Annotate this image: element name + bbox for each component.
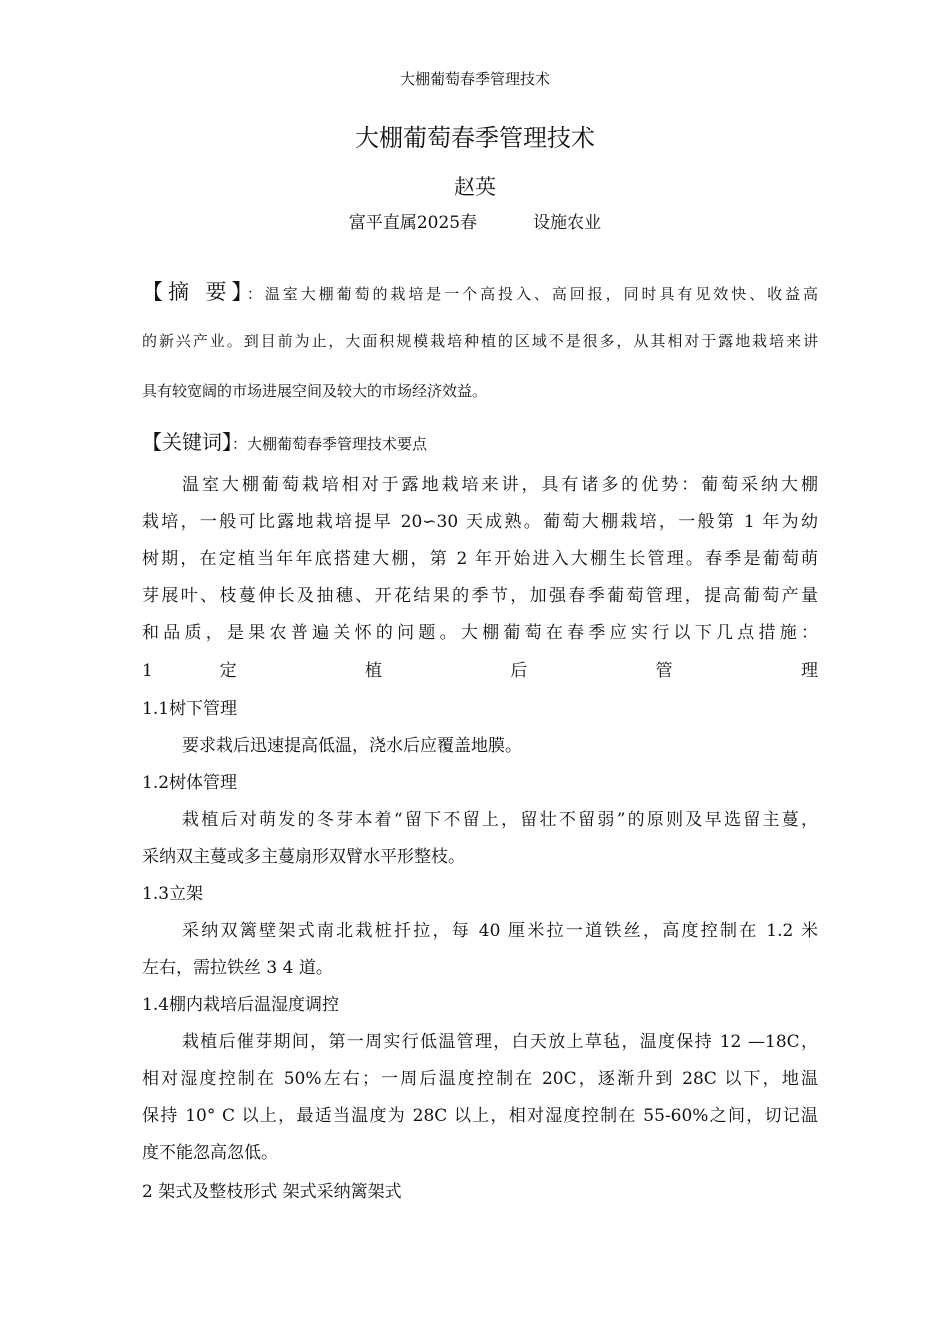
subsection-1-4-text-1: 栽植后催芽期间，第一周实行低温管理，白天放上草毡，温度保持 12 —18C，	[182, 1032, 818, 1052]
section-1-heading: 1 定 植 后 管 理	[142, 661, 818, 681]
intro-line-2: 栽培，一般可比露地栽培提早 20∽30 天成熟。葡萄大棚栽培，一般第 1 年为幼	[142, 512, 818, 532]
abstract-text-1: ：温室大棚葡萄的栽培是一个高投入、高回报，同时具有见效快、收益高	[246, 285, 818, 303]
subsection-1-1-text: 要求栽后迅速提高低温，浇水后应覆盖地膜。	[182, 736, 522, 756]
intro-line-4: 芽展叶、枝蔓伸长及抽穗、开花结果的季节，加强春季葡萄管理，提高葡萄产量	[142, 586, 818, 606]
subsection-1-2-text-1: 栽植后对萌发的冬芽本着“留下不留上，留壮不留弱”的原则及早选留主蔓，	[182, 810, 818, 830]
subsection-1-3-text-2: 左右，需拉铁丝 3 4 道。	[142, 958, 333, 978]
subsection-1-4-text-4: 度不能忽高忽低。	[142, 1143, 278, 1163]
intro-line-3: 树期，在定植当年年底搭建大棚，第 2 年开始进入大棚生长管理。春季是葡萄萌	[142, 549, 818, 569]
subsection-1-4-text-2: 相对湿度控制在 50%左右；一周后温度控制在 20C，逐渐升到 28C 以下，地温	[142, 1069, 818, 1089]
abstract-line-1	[142, 276, 818, 306]
keywords-text: ：大棚葡萄春季管理技术要点	[232, 435, 428, 453]
affiliation	[0, 208, 950, 233]
document-title: 大棚葡萄春季管理技术	[355, 124, 595, 152]
affiliation-unit: 富平直属2025春	[348, 213, 478, 233]
running-header: 大棚葡萄春季管理技术	[399, 70, 550, 88]
abstract-tag: 【摘 要】	[142, 280, 247, 304]
subsection-1-3-text-1: 采纳双篱壁架式南北栽桩扦拉，每 40 厘米拉一道铁丝，高度控制在 1.2 米	[182, 921, 818, 941]
keywords	[142, 426, 427, 455]
subsection-1-3-heading: 1.3立架	[142, 884, 204, 904]
section-2-heading: 2 架式及整枝形式 架式采纳篱架式	[142, 1182, 402, 1202]
subsection-1-1-heading: 1.1树下管理	[142, 699, 238, 719]
abstract-line-2: 的新兴产业。到目前为止，大面积规模栽培种植的区域不是很多，从其相对于露地栽培来讲	[142, 332, 818, 350]
author-name: 赵英	[454, 175, 496, 199]
affiliation-major: 设施农业	[533, 213, 602, 233]
subsection-1-2-heading: 1.2树体管理	[142, 773, 238, 793]
subsection-1-2-text-2: 采纳双主蔓或多主蔓扇形双臂水平形整枝。	[142, 847, 465, 867]
intro-line-5: 和品质，是果农普遍关怀的问题。大棚葡萄在春季应实行以下几点措施：	[142, 623, 818, 643]
abstract-line-3: 具有较宽阔的市场进展空间及较大的市场经济效益。	[142, 382, 488, 400]
intro-line-1: 温室大棚葡萄栽培相对于露地栽培来讲，具有诸多的优势：葡萄采纳大棚	[182, 475, 818, 495]
subsection-1-4-text-3: 保持 10° C 以上，最适当温度为 28C 以上，相对湿度控制在 55-60%之间，切记温	[142, 1106, 818, 1126]
keywords-tag: 【关键词】	[142, 430, 232, 454]
subsection-1-4-heading: 1.4棚内栽培后温湿度调控	[142, 995, 340, 1015]
